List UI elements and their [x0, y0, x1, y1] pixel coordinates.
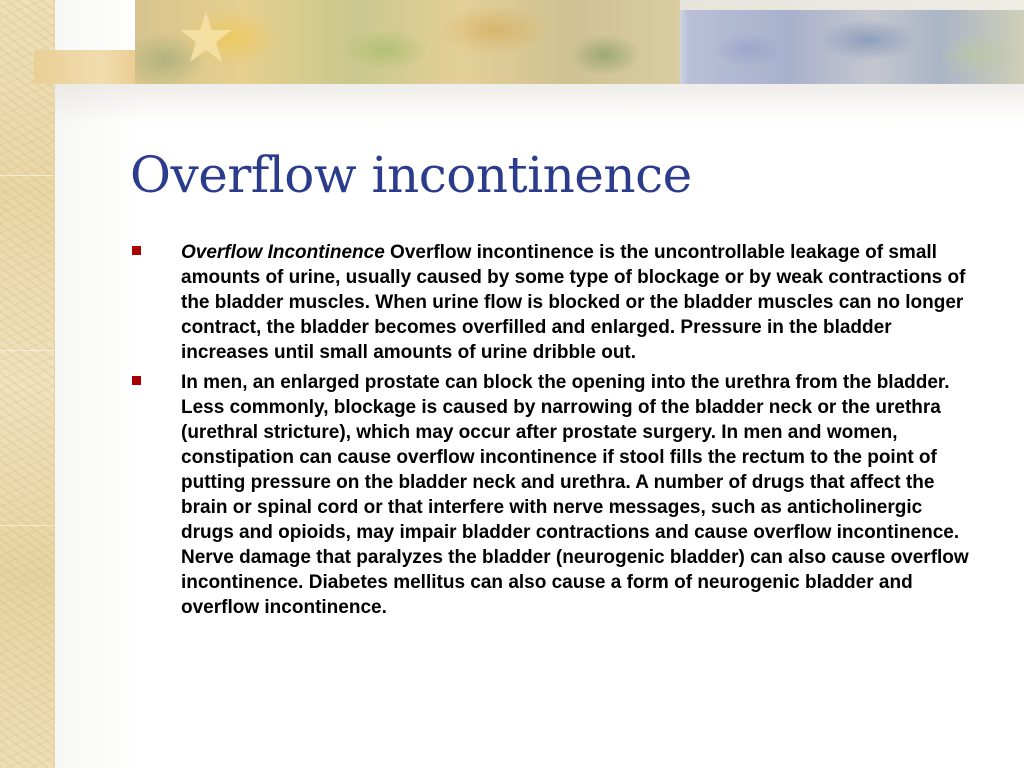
leaf-icon	[176, 8, 236, 68]
bullet-item	[128, 370, 980, 620]
decorative-banner-grey	[680, 0, 1024, 10]
decorative-banner-blue	[688, 10, 1024, 84]
decorative-left-strip	[0, 0, 55, 768]
square-bullet-icon	[132, 246, 141, 255]
decorative-banner-shadow	[54, 84, 1024, 124]
bullet-item	[128, 240, 980, 365]
decorative-banner-gold	[34, 50, 146, 84]
decorative-banner-edge	[680, 10, 688, 84]
bullet-list	[128, 240, 980, 625]
bullet-term: Overflow Incontinence	[181, 242, 391, 263]
slide-title: Overflow incontinence	[130, 146, 692, 204]
square-bullet-icon	[132, 376, 141, 385]
bullet-text: Overflow incontinence is the uncontrollable leakage of small amounts of urine, usually caused by some type of blockage or by weak contractions of the bladder muscles. When urine flow is blocked or the bladder muscles can no longer contract, the bladder becomes overfilled and enlarged. Pressure in the bladder increases until small amounts of urine dribble out.	[181, 242, 966, 363]
bullet-text: In men, an enlarged prostate can block the opening into the urethra from the bladder. Less commonly, blockage is caused by narrowing of the bladder neck or the urethra (urethral stricture), which may occur after prostate surgery. In men and women, constipation can cause overflow incontinence if stool fills the rectum to the point of putting pressure on the bladder neck and urethra. A number of drugs that affect the brain or spinal cord or that interfere with nerve messages, such as anticholinergic drugs and opioids, may impair bladder contractions and cause overflow incontinence. Nerve damage that paralyzes the bladder (neurogenic bladder) can also cause overflow incontinence. Diabetes mellitus can also cause a form of neurogenic bladder and overflow incontinence.	[181, 372, 969, 618]
